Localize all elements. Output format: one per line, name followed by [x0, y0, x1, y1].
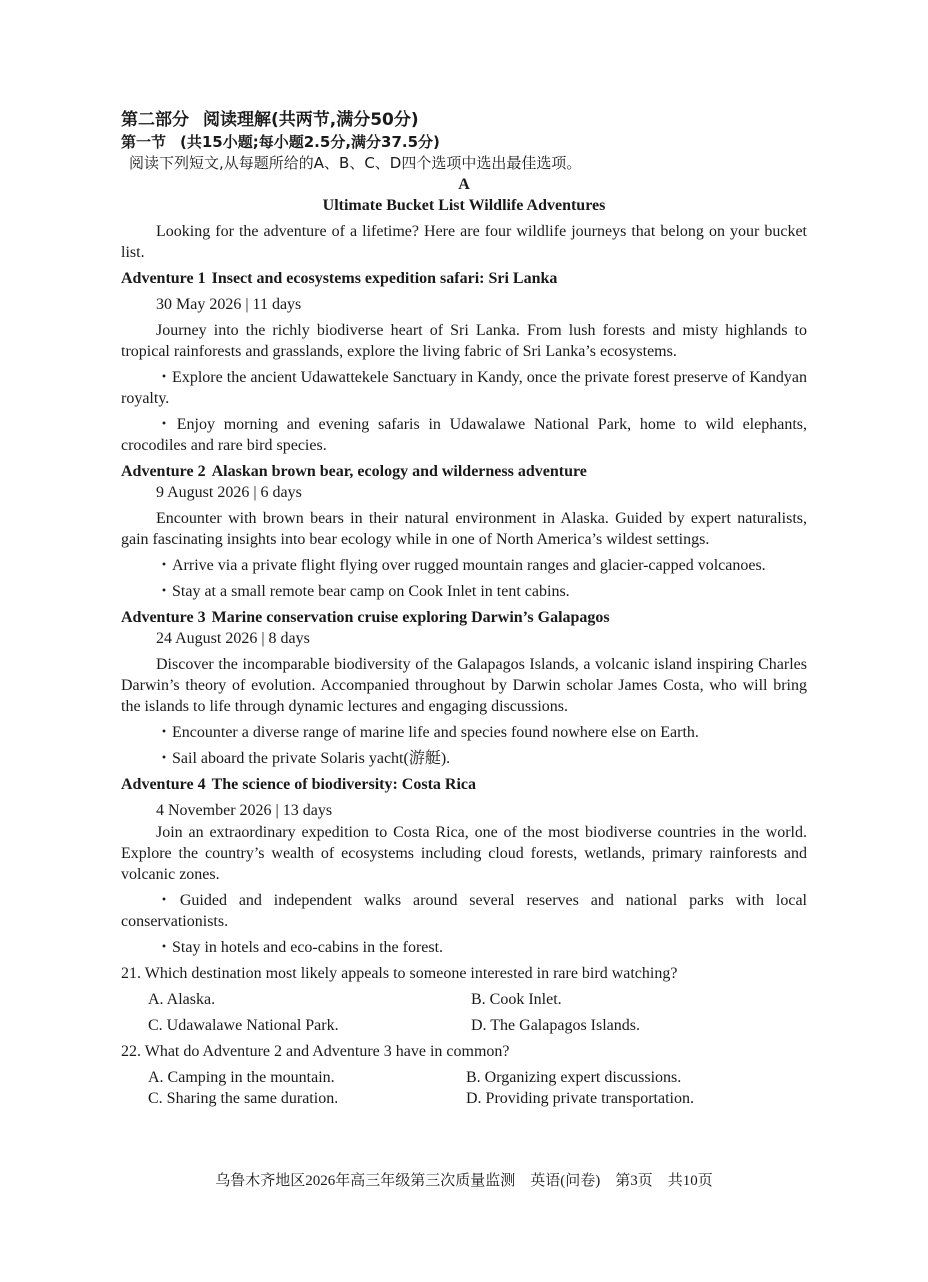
- option-a[interactable]: A. Camping in the mountain.: [148, 1069, 335, 1086]
- adventure-title: Alaskan brown bear, ecology and wilderness adventure: [211, 463, 587, 480]
- question-stem: 21. Which destination most likely appeals to someone interested in rare bird watching?: [121, 965, 678, 982]
- adventure-title: Marine conservation cruise exploring Darwin’s Galapagos: [211, 609, 610, 626]
- adventure-date: 4 November 2026 | 13 days: [156, 802, 333, 819]
- adventure-title: The science of biodiversity: Costa Rica: [211, 776, 476, 793]
- option-b[interactable]: B. Organizing expert discussions.: [466, 1069, 682, 1086]
- section-info: (共15小题;每小题2.5分,满分37.5分): [180, 133, 440, 151]
- passage-letter: A: [458, 176, 470, 193]
- option-c[interactable]: C. Udawalawe National Park.: [148, 1017, 339, 1034]
- adventure-bullet: ・Stay at a small remote bear camp on Cook Inlet in tent cabins.: [156, 583, 570, 600]
- option-b[interactable]: B. Cook Inlet.: [471, 991, 562, 1008]
- section-label: 第一节: [121, 133, 167, 151]
- adventure-heading: [121, 461, 807, 482]
- option-a[interactable]: A. Alaska.: [148, 991, 216, 1008]
- adventure-date: 30 May 2026 | 11 days: [156, 296, 302, 313]
- adventure-bullet: ・Encounter a diverse range of marine life and species found nowhere else on Earth.: [156, 724, 699, 741]
- adventure-bullet: ・Arrive via a private flight flying over rugged mountain ranges and glacier-capped volcanoes.: [156, 557, 766, 574]
- adventure-number: Adventure 1: [121, 270, 206, 287]
- adventure-description: Join an extraordinary expedition to Costa Rica, one of the most biodiverse countries in the world. Explore the country’s wealth of ecosystems including cloud forests, wetlands, primary rainforests and volcanic zones.: [121, 824, 807, 883]
- adventure-number: Adventure 4: [121, 776, 206, 793]
- adventure-heading: [121, 607, 807, 628]
- question-options: [121, 1067, 807, 1109]
- passage-title: Ultimate Bucket List Wildlife Adventures: [322, 197, 606, 214]
- adventure-title: Insect and ecosystems expedition safari: Sri Lanka: [211, 270, 558, 287]
- part-label: 第二部分: [121, 110, 189, 130]
- exam-page: [121, 108, 807, 1109]
- part-title: 阅读理解(共两节,满分50分): [203, 110, 419, 130]
- adventure-description: Discover the incomparable biodiversity of the Galapagos Islands, a volcanic island inspiring Charles Darwin’s theory of evolution. Accompanied throughout by Darwin scholar James Costa, who will bring the islands to life through dynamic lectures and engaging discussions.: [121, 656, 807, 715]
- adventure-date: 24 August 2026 | 8 days: [156, 630, 310, 647]
- adventure-description: Encounter with brown bears in their natural environment in Alaska. Guided by expert naturalists, gain fascinating insights into bear ecology while in one of North America’s wildest settings.: [121, 510, 807, 548]
- section-heading: [121, 132, 807, 152]
- passage-intro: Looking for the adventure of a lifetime? Here are four wildlife journeys that belong on your bucket list.: [121, 223, 807, 261]
- option-d[interactable]: D. Providing private transportation.: [466, 1090, 694, 1107]
- question-stem: 22. What do Adventure 2 and Adventure 3 have in common?: [121, 1043, 510, 1060]
- adventure-bullet: ・Guided and independent walks around several reserves and national parks with local conservationists.: [121, 892, 807, 930]
- adventure-bullet: ・Stay in hotels and eco-cabins in the forest.: [156, 939, 444, 956]
- adventure-heading: [121, 774, 807, 795]
- adventure-bullet: ・Sail aboard the private Solaris yacht(游艇).: [156, 750, 451, 767]
- adventure-bullet: ・Enjoy morning and evening safaris in Udawalawe National Park, home to wild elephants, crocodiles and rare bird species.: [121, 416, 807, 454]
- adventure-bullet: ・Explore the ancient Udawattekele Sanctuary in Kandy, once the private forest preserve of Kandyan royalty.: [121, 369, 807, 407]
- page-footer: 乌鲁木齐地区2026年高三年级第三次质量监测 英语(问卷) 第3页 共10页: [215, 1173, 713, 1189]
- instruction: 阅读下列短文,从每题所给的A、B、C、D四个选项中选出最佳选项。: [129, 154, 582, 172]
- adventure-date: 9 August 2026 | 6 days: [156, 484, 302, 501]
- adventure-heading: [121, 268, 807, 289]
- part-heading: [121, 108, 807, 132]
- option-d[interactable]: D. The Galapagos Islands.: [471, 1017, 640, 1034]
- adventure-number: Adventure 2: [121, 463, 206, 480]
- adventure-number: Adventure 3: [121, 609, 206, 626]
- adventure-description: Journey into the richly biodiverse heart of Sri Lanka. From lush forests and misty highlands to tropical rainforests and grasslands, explore the living fabric of Sri Lanka’s ecosystems.: [121, 322, 807, 360]
- question-options: [121, 989, 807, 1036]
- option-c[interactable]: C. Sharing the same duration.: [148, 1090, 339, 1107]
